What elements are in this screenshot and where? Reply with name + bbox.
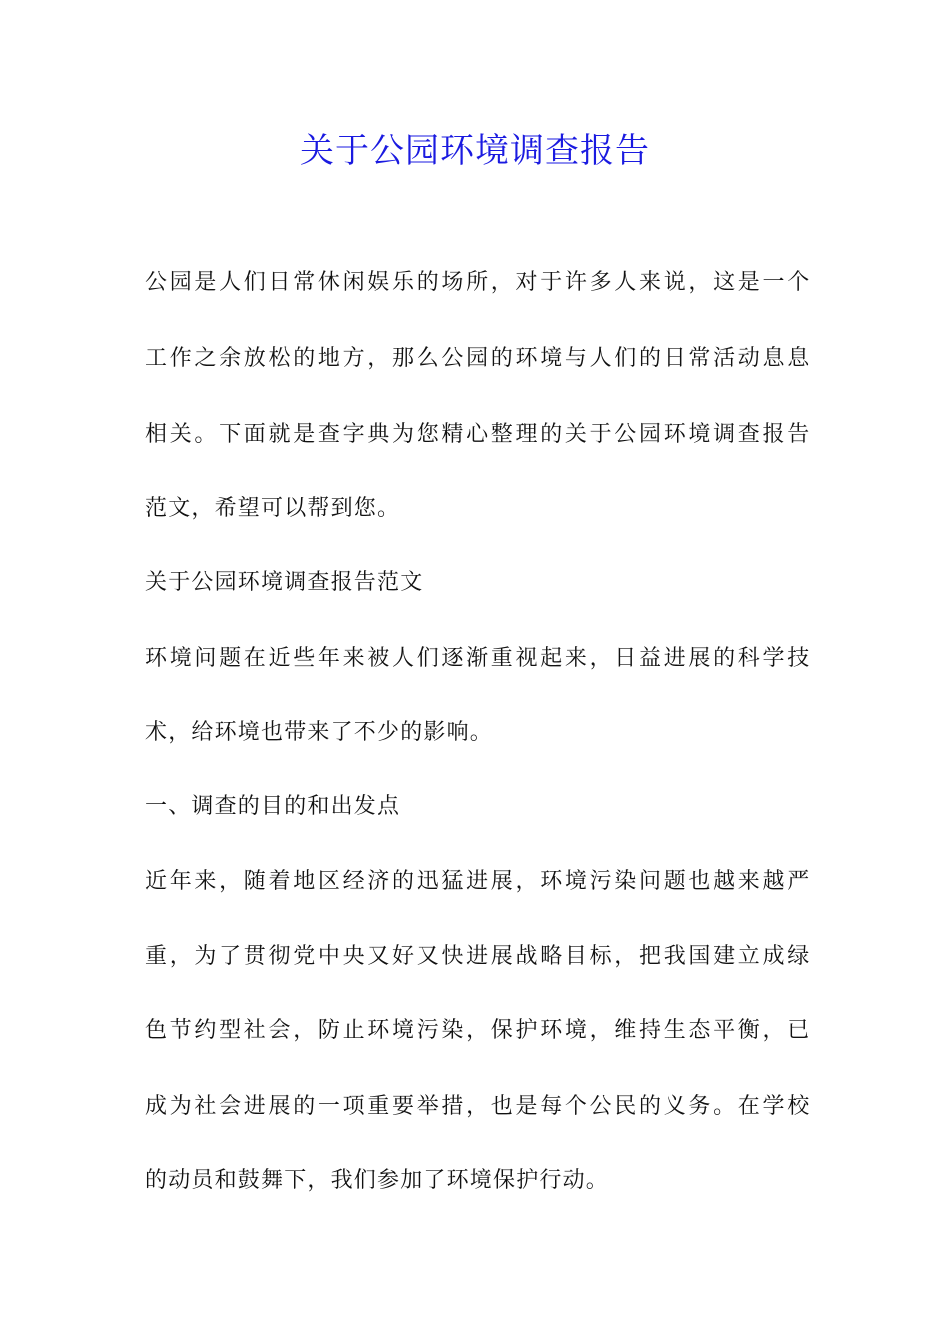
paragraph-line: 公园是人们日常休闲娱乐的场所，对于许多人来说，这是一个 — [145, 270, 812, 295]
paragraph-line: 术，给环境也带来了不少的影响。 — [145, 720, 494, 745]
section-heading: 一、调查的目的和出发点 — [145, 794, 401, 819]
section-heading: 关于公园环境调查报告范文 — [145, 570, 424, 595]
paragraph-line: 成为社会进展的一项重要举措，也是每个公民的义务。在学校 — [145, 1094, 812, 1119]
paragraph-line: 近年来，随着地区经济的迅猛进展，环境污染问题也越来越严 — [145, 869, 812, 894]
paragraph-line: 范文，希望可以帮到您。 — [145, 496, 401, 521]
document-title: 关于公园环境调查报告 — [300, 131, 650, 171]
paragraph-line: 工作之余放松的地方，那么公园的环境与人们的日常活动息息 — [145, 346, 812, 371]
paragraph-line: 相关。下面就是查字典为您精心整理的关于公园环境调查报告 — [145, 422, 812, 447]
paragraph-line: 的动员和鼓舞下，我们参加了环境保护行动。 — [145, 1168, 610, 1193]
paragraph-line: 重，为了贯彻党中央又好又快进展战略目标，把我国建立成绿 — [145, 944, 812, 969]
paragraph-line: 环境问题在近些年来被人们逐渐重视起来，日益进展的科学技 — [145, 646, 812, 671]
paragraph-line: 色节约型社会，防止环境污染，保护环境，维持生态平衡，已 — [145, 1018, 812, 1043]
